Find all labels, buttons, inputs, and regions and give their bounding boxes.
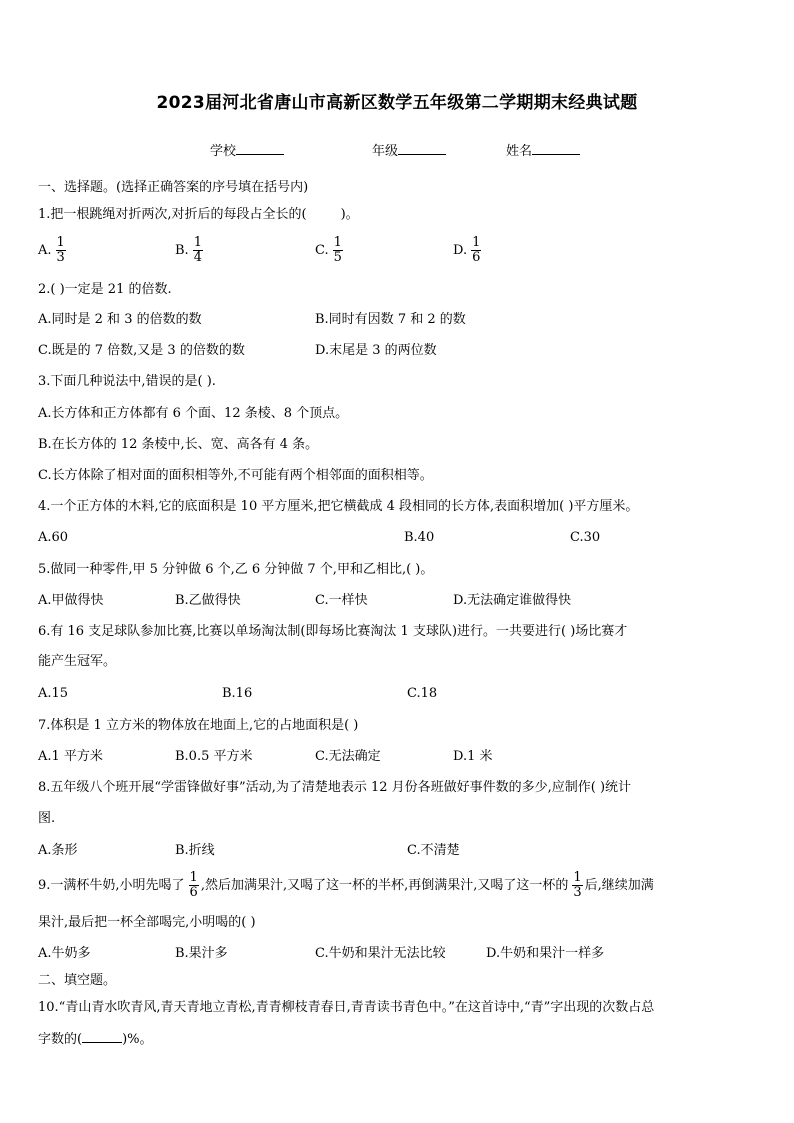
fraction [471,236,481,265]
question-4-option-a[interactable]: A.60 [38,530,69,545]
question-5-option-b[interactable]: B.乙做得快 [175,593,241,608]
school-label: 学校 [210,144,237,159]
question-4-option-c[interactable]: C.30 [570,530,601,545]
question-10-text-b: )%。 [122,1032,153,1047]
fraction [193,236,203,265]
question-9-option-d[interactable]: D.牛奶和果汁一样多 [486,946,605,961]
question-1-option-a[interactable] [38,236,66,265]
question-7-option-b[interactable]: B.0.5 平方米 [175,749,253,764]
fraction-numerator: 1 [472,235,481,250]
fraction-denominator: 5 [333,250,342,265]
question-3-option-a[interactable]: A.长方体和正方体都有 6 个面、12 条棱、8 个顶点。 [38,406,349,421]
option-label: A. [38,243,52,258]
grade-label: 年级 [372,144,399,159]
fraction-denominator: 6 [189,885,198,900]
question-3-option-c[interactable]: C.长方体除了相对面的面积相等外,不可能有两个相邻面的面积相等。 [38,468,433,483]
fraction-denominator: 6 [472,250,481,265]
question-7-option-c[interactable]: C.无法确定 [315,749,381,764]
question-5-option-a[interactable]: A.甲做得快 [38,593,104,608]
question-5-option-c[interactable]: C.一样快 [315,593,368,608]
name-label: 姓名 [506,144,533,159]
question-6-option-c[interactable]: C.18 [407,686,438,701]
question-8-option-b[interactable]: B.折线 [175,843,215,858]
question-1-option-c[interactable] [315,236,343,265]
question-10-stem: 10.“青山青水吹青风,青天青地立青松,青青柳枝青春日,青青读书青色中。”在这首诗中,“青”字出现的次数占总 [38,1000,655,1015]
question-3-stem: 3.下面几种说法中,错误的是( ). [38,374,216,389]
question-8-option-a[interactable]: A.条形 [38,843,78,858]
question-7-option-d[interactable]: D.1 米 [453,749,493,764]
option-label: B. [175,243,189,258]
question-10-text-a: 字数的( [38,1032,83,1047]
question-5-option-d[interactable]: D.无法确定谁做得快 [453,593,572,608]
page-title: 2023届河北省唐山市高新区数学五年级第二学期期末经典试题 [156,93,638,113]
question-9-stem [38,871,654,900]
school-field [210,140,284,159]
question-8-stem-cont: 图. [38,811,56,826]
answer-blank[interactable] [82,1030,122,1043]
question-2-option-b[interactable]: B.同时有因数 7 和 2 的数 [315,312,466,327]
fraction-denominator: 3 [56,250,65,265]
question-5-stem: 5.做同一种零件,甲 5 分钟做 6 个,乙 6 分钟做 7 个,甲和乙相比,( )。 [38,562,434,577]
question-8-stem: 8.五年级八个班开展“学雷锋做好事”活动,为了清楚地表示 12 月份各班做好事件数的多少,应制作( )统计 [38,780,632,795]
section-heading-fill: 二、填空题。 [38,973,117,988]
question-9-stem-cont: 果汁,最后把一杯全部喝完,小明喝的( ) [38,915,256,930]
question-4-stem: 4.一个正方体的木料,它的底面积是 10 平方厘米,把它横截成 4 段相同的长方体,表面积增加( )平方厘米。 [38,499,639,514]
question-9-text-3: 后,继续加满 [584,878,654,893]
question-2-stem: 2.( )一定是 21 的倍数. [38,282,172,297]
question-9-option-a[interactable]: A.牛奶多 [38,946,91,961]
question-7-stem: 7.体积是 1 立方米的物体放在地面上,它的占地面积是( ) [38,718,359,733]
fraction-numerator: 1 [573,870,582,885]
question-9-option-b[interactable]: B.果汁多 [175,946,228,961]
question-6-option-b[interactable]: B.16 [222,686,253,701]
question-6-option-a[interactable]: A.15 [38,686,69,701]
question-2-option-c[interactable]: C.既是的 7 倍数,又是 3 的倍数的数 [38,343,245,358]
fraction [333,236,343,265]
section-heading-choice: 一、选择题。(选择正确答案的序号填在括号内) [38,180,309,195]
question-9-text-1: 9.一满杯牛奶,小明先喝了 [38,878,185,893]
question-4-option-b[interactable]: B.40 [404,530,435,545]
question-3-option-b[interactable]: B.在长方体的 12 条棱中,长、宽、高各有 4 条。 [38,437,319,452]
question-1-option-d[interactable] [453,236,481,265]
school-blank[interactable] [236,142,284,155]
question-9-option-c[interactable]: C.牛奶和果汁无法比较 [315,946,446,961]
option-label: D. [453,243,468,258]
question-6-stem: 6.有 16 支足球队参加比赛,比赛以单场淘汰制(即每场比赛淘汰 1 支球队)进行。一共要进行( )场比赛才 [38,624,628,639]
fraction-denominator: 3 [573,885,582,900]
question-2-option-a[interactable]: A.同时是 2 和 3 的倍数的数 [38,312,202,327]
question-9-text-2: ,然后加满果汁,又喝了这一杯的半杯,再倒满果汁,又喝了这一杯的 [200,878,569,893]
question-1-text-b: )。 [340,207,359,222]
fraction [189,871,199,900]
fraction [56,236,66,265]
fraction [572,871,582,900]
fraction-numerator: 1 [193,235,202,250]
name-blank[interactable] [532,142,580,155]
fraction-numerator: 1 [189,870,198,885]
question-1-option-b[interactable] [175,236,203,265]
question-1-text-a: 1.把一根跳绳对折两次,对折后的每段占全长的( [38,207,307,222]
question-6-stem-cont: 能产生冠军。 [38,654,117,669]
grade-field [372,140,446,159]
grade-blank[interactable] [398,142,446,155]
fraction-numerator: 1 [333,235,342,250]
option-label: C. [315,243,329,258]
question-1-stem [38,206,359,224]
fraction-denominator: 4 [193,250,202,265]
question-7-option-a[interactable]: A.1 平方米 [38,749,103,764]
question-8-option-c[interactable]: C.不清楚 [407,843,460,858]
fraction-numerator: 1 [56,235,65,250]
name-field [506,140,580,159]
question-10-stem-cont [38,1030,153,1049]
question-2-option-d[interactable]: D.末尾是 3 的两位数 [315,343,437,358]
